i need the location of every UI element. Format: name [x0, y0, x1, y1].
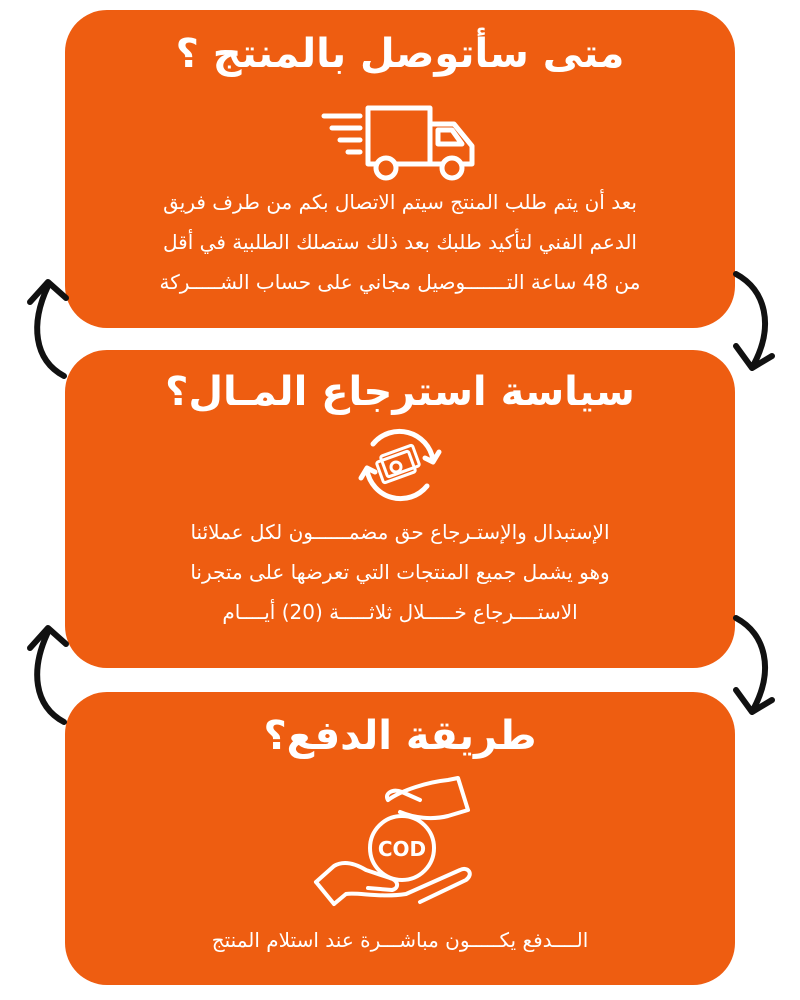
- arrow-right-down-icon: [720, 612, 780, 724]
- refund-card: [65, 350, 735, 668]
- arrow-right-down-icon: [720, 268, 780, 380]
- refund-text-line: الإستبدال والإستـرجاع حق مضمــــــون لكل عملائنا: [190, 520, 610, 544]
- cod-label: COD: [377, 837, 427, 861]
- delivery-text-line: بعد أن يتم طلب المنتج سيتم الاتصال بكم من طرف فريق: [163, 190, 637, 214]
- delivery-text-line: من 48 ساعة التـــــــوصيل مجاني على حساب الشـــــركة: [159, 270, 641, 294]
- money-refund-icon: [355, 420, 445, 514]
- refund-title: سياسة استرجاع المـال؟: [165, 369, 635, 415]
- delivery-title: متى سأتوصل بالمنتج ؟: [175, 31, 625, 77]
- delivery-text: [77, 182, 723, 302]
- delivery-text-line: الدعم الفني لتأكيد طلبك بعد ذلك ستصلك الطلبية في أقل: [163, 230, 637, 254]
- refund-text-line: الاستــــرجاع خـــــلال ثلاثـــــة (20) أيــــام: [222, 600, 578, 624]
- refund-text: [77, 512, 723, 632]
- delivery-truck-icon: [320, 102, 480, 186]
- refund-text-line: وهو يشمل جميع المنتجات التي تعرضها على متجرنا: [190, 560, 610, 584]
- payment-card: [65, 692, 735, 985]
- arrow-left-up-icon: [20, 272, 80, 382]
- payment-text-line: الــــدفع يكـــــون مباشـــرة عند استلام المنتج: [211, 928, 589, 952]
- delivery-card: [65, 10, 735, 328]
- cash-on-delivery-icon: [310, 770, 490, 914]
- payment-title: طريقة الدفع؟: [263, 713, 537, 759]
- payment-text: [77, 920, 723, 960]
- arrow-left-up-icon: [20, 618, 80, 728]
